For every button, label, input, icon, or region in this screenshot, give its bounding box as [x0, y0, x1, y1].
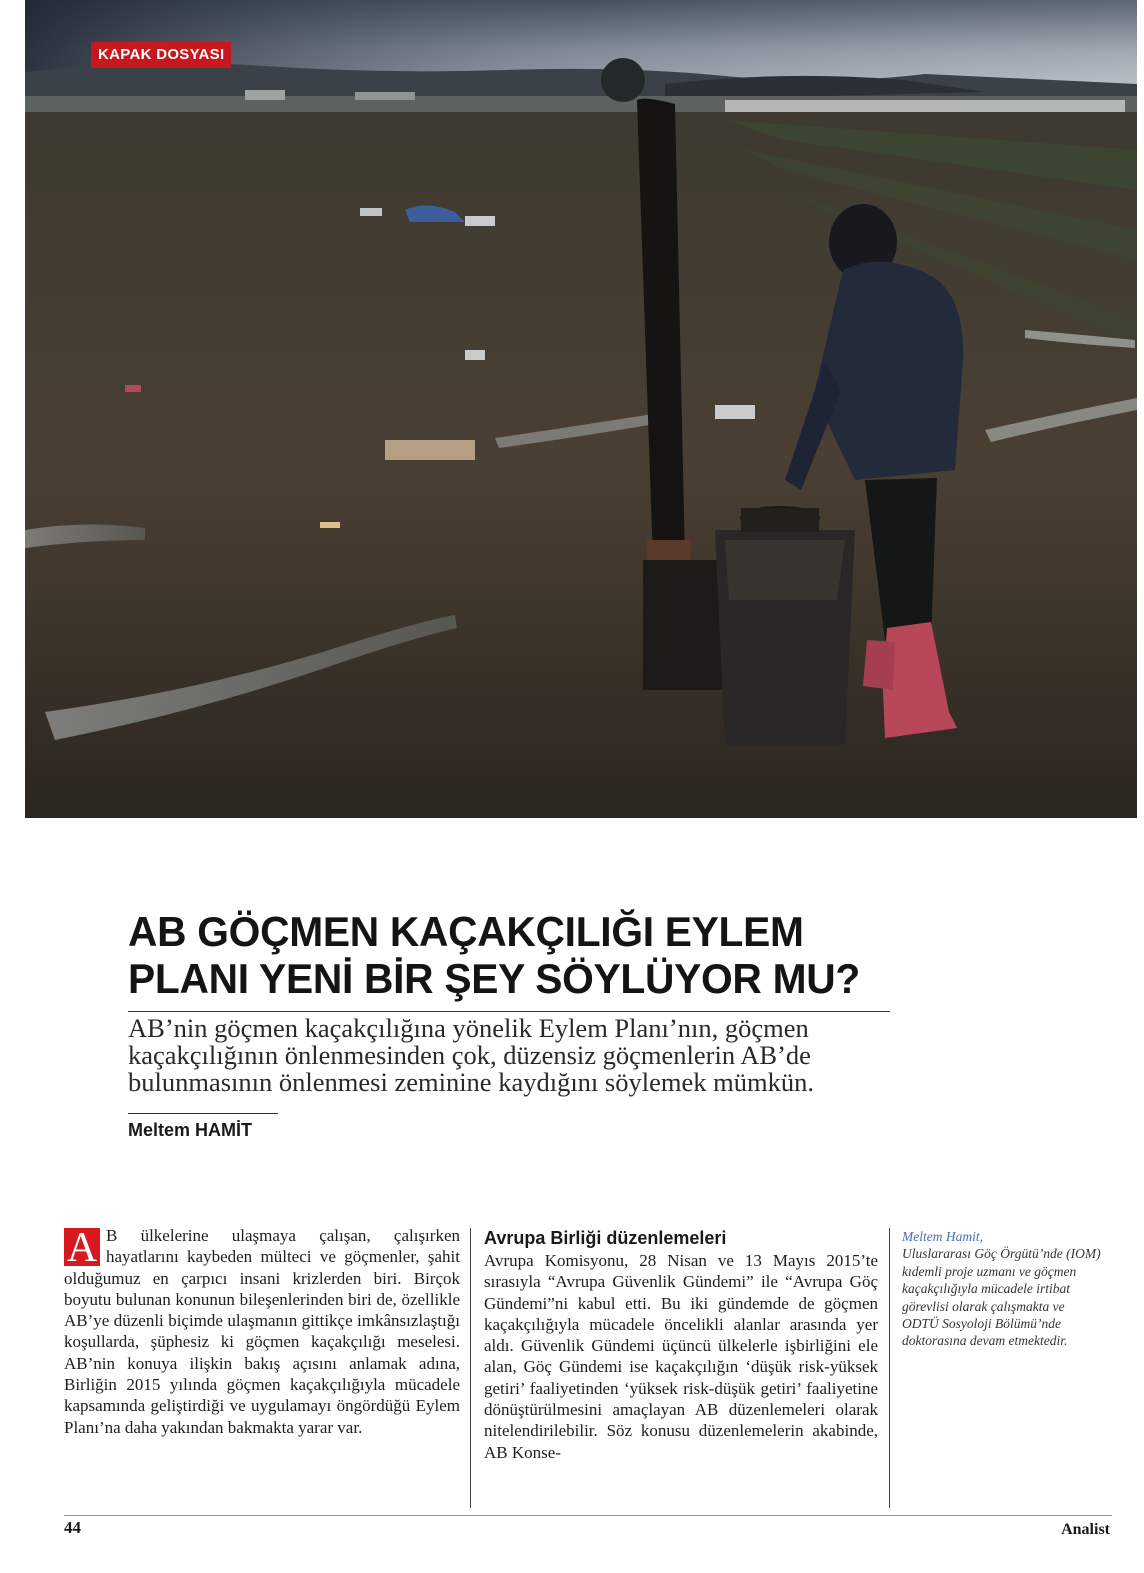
- footer-rule: [64, 1515, 1112, 1516]
- drop-cap: A: [64, 1228, 100, 1266]
- body-column-2: [484, 1226, 878, 1463]
- body-paragraph-2: Avrupa Komisyonu, 28 Nisan ve 13 Mayıs 2015’te sırasıyla “Avrupa Güvenlik Gündemi” ile “Avrupa Göç Gündemi”ni kabul etti. Bu iki gündemde de göçmen kaçakçılığıyla mücadele öncelikli alanlar arasında yer aldı. Güvenlik Gündemi üçüncü ülkelerle işbirliğini ele alan, Göç Gündemi ise kaçakçılığın ‘düşük risk-yüksek getiri’ faaliyetinden ‘yüksek risk-düşük getiri’ faaliyetine dönüştürülmesini amaçlayan AB düzenlemeleri olarak nitelendirilebilir. Söz konusu düzenlemelerin akabinde, AB Konse-: [484, 1251, 878, 1462]
- body-column-1: [64, 1225, 460, 1438]
- author-bio: [902, 1228, 1102, 1350]
- byline-divider: [128, 1113, 278, 1114]
- headline-line-2: PLANI YENİ BİR ŞEY SÖYLÜYOR MU?: [128, 955, 860, 1002]
- author-byline: Meltem HAMİT: [128, 1120, 253, 1140]
- bio-name: Meltem Hamit,: [902, 1229, 983, 1244]
- headline-divider: [128, 1011, 890, 1012]
- section-kicker: KAPAK DOSYASI: [91, 42, 231, 68]
- section-subhead: Avrupa Birliği düzenlemeleri: [484, 1228, 727, 1248]
- article-headline: [128, 908, 894, 1002]
- headline-line-1: AB GÖÇMEN KAÇAKÇILIĞI EYLEM: [128, 908, 804, 955]
- bio-text: Uluslararası Göç Örgütü’nde (IOM) kıdemli proje uzmanı ve göçmen kaçakçılığıyla mücadele irtibat görevlisi olarak çalışmakta ve ODTÜ Sosyoloji Bölümü’nde doktorasına devam etmektedir.: [902, 1246, 1101, 1349]
- column-divider: [470, 1228, 471, 1508]
- cover-photo: [25, 0, 1137, 818]
- page-number: 44: [64, 1518, 81, 1537]
- field-stove-photo: [25, 0, 1137, 818]
- body-paragraph-1: B ülkelerine ulaşmaya çalışan, çalışırken hayatlarını kaybeden mülteci ve göçmenler, şahit olduğumuz en çarpıcı insani krizlerden biri. Birçok boyutu bulunan konunun bileşenlerinden biri de, özellikle AB’ye düzenli biçimde ulaşmanın gittikçe imkânsızlaştığı koşullarda, şüphesiz ki göçmen kaçakçılığı meselesi. AB’nin konuya ilişkin bakış açısını anlamak adına, Birliğin 2015 yılında göçmen kaçakçılığıyla mücadele kapsamında geliştirdiği ve uygulamayı öngördüğü Eylem Planı’na daha yakından bakmakta yarar var.: [64, 1226, 460, 1437]
- sidebar-divider: [889, 1228, 890, 1508]
- magazine-name: Analist: [1061, 1521, 1110, 1538]
- article-deck: AB’nin göçmen kaçakçılığına yönelik Eylem Planı’nın, göçmen kaçakçılığının önlenmesinden çok, düzensiz göçmenlerin AB’de bulunmasının önlenmesi zeminine kaydığını söylemek mümkün.: [128, 1013, 814, 1097]
